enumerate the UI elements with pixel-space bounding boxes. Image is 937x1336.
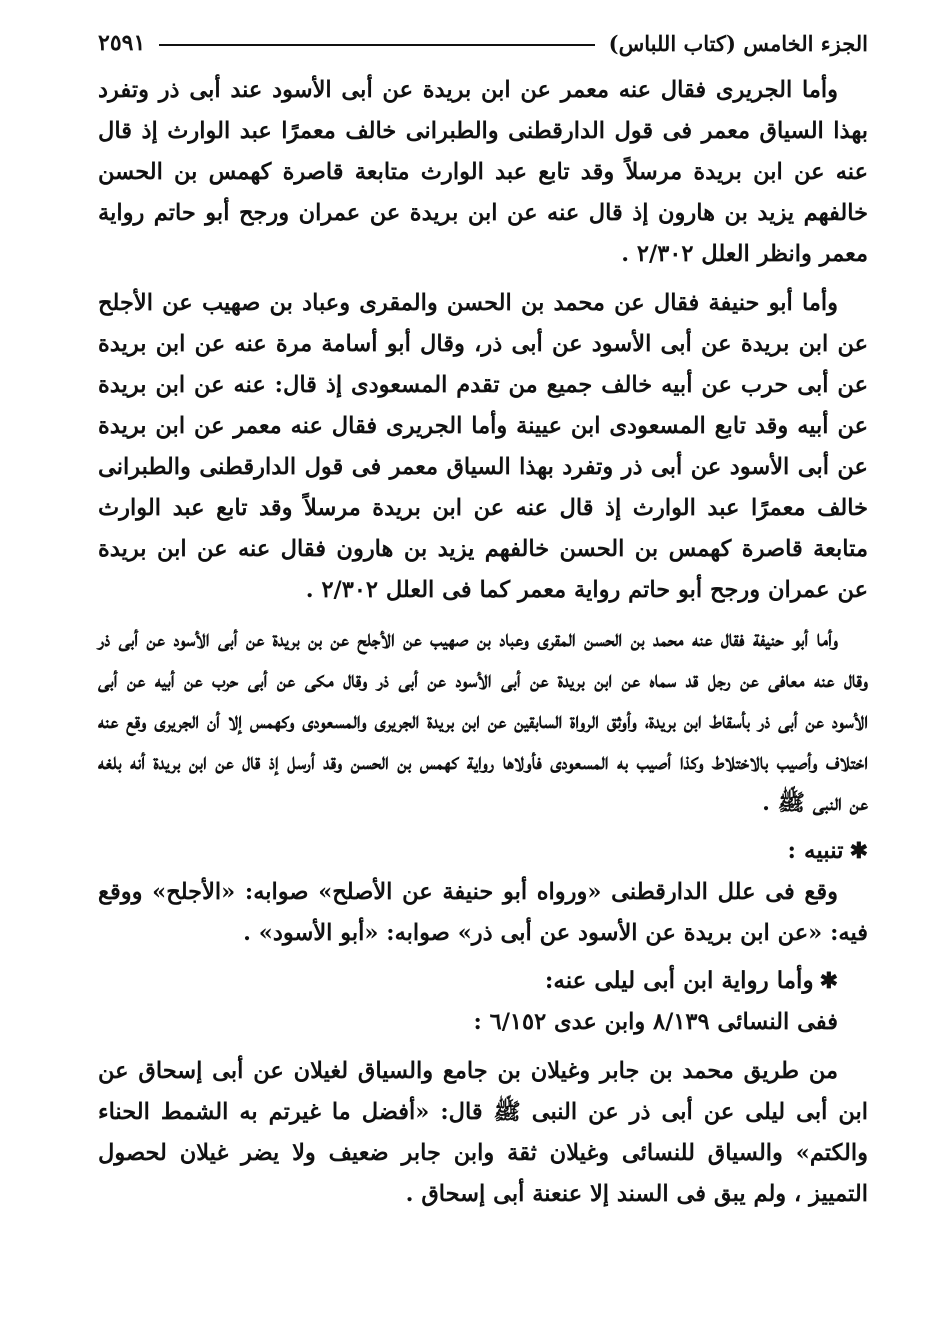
star-icon: ✱ [819, 968, 838, 994]
hadith-quote: «أفضل ما غيرتم به الشمط الحناء والكتم» [98, 1099, 868, 1166]
section-heading-text: وأما رواية ابن أبى ليلى عنه: [544, 967, 814, 994]
notice-heading-text: تنبيه : [787, 837, 844, 864]
notice-heading [98, 830, 868, 872]
running-title: الجزء الخامس (كتاب اللباس) [608, 30, 868, 56]
section-text-before: من طريق محمد بن جابر وغيلان بن جامع والسياق لغيلان عن أبى إسحاق عن ابن أبى ليلى عن أبى ذر عن النبى ﷺ قال: [98, 1058, 868, 1125]
paragraph-jariri: وأما الجريرى فقال عنه معمر عن ابن بريدة عن أبى الأسود عند أبى ذر وتفرد بهذا السياق معمر فى قول الدارقطنى والطبرانى خالف معمرًا عبد الوارث إذ قال عنه عن ابن بريدة مرسلاً وقد تابع عبد الوارث متابعة قاصرة كهمس بن الحسن خالفهم يزيد بن هارون إذ قال عنه عن ابن بريدة عن عمران ورجح أبو حاتم رواية معمر وانظر العلل ٢/٣٠٢ . [98, 77, 868, 267]
notice-paragraph: وقع فى علل الدارقطنى «ورواه أبو حنيفة عن الأصلح» صوابه: «الأجلح» ووقع فيه: «عن ابن بريدة عن الأسود عن أبى ذر» صوابه: «أبو الأسود» . [98, 879, 868, 946]
book-page [98, 26, 868, 1316]
paragraph-abu-hanifa-1: وأما أبو حنيفة فقال عن محمد بن الحسن والمقرى وعباد بن صهيب عن الأجلح عن ابن بريدة عن أبى الأسود عن أبى ذر، وقال أبو أسامة مرة عنه عن ابن بريدة عن أبى حرب عن أبيه خالف جميع من تقدم المسعودى إذ قال: عنه عن ابن بريدة عن أبيه وقد تابع المسعودى ابن عيينة وأما الجريرى فقال عنه معمر عن ابن بريدة عن أبى الأسود عن أبى ذر وتفرد بهذا السياق معمر فى قول الدارقطنى والطبرانى خالف معمرًا عبد الوارث إذ قال عنه عن ابن بريدة مرسلاً وقد تابع عبد الوارث متابعة قاصرة كهمس بن الحسن خالفهم يزيد بن هارون فقال عنه عن ابن بريدة عن عمران ورجح أبو حاتم رواية معمر كما فى العلل ٢/٣٠٢ . [98, 290, 868, 603]
page-number: ٢٥٩١ [98, 30, 146, 56]
section-text-after: والسياق للنسائى وغيلان ثقة وابن جابر ضعيف ولا يضر غيلان لحصول التمييز ، ولم يبق فى السند إلا عنعنة أبى إسحاق . [98, 1140, 868, 1207]
star-icon: ✱ [849, 838, 868, 864]
page-header [98, 26, 868, 60]
paragraph-abu-hanifa-2: وأما أبو حنيفة فقال عنه محمد بن الحسن المقرى وعباد بن صهيب عن الأجلح عن بن بريدة عن أبى الأسود عن أبى ذر وقال عنه معافى عن رجل قد سماه عن ابن بريدة عن أبى الأسود عن أبى ذر وقال مكى عن أبى حرب عن أبيه عن أبى الأسود عن أبى ذر بأسقاط ابن بريدة، وأوثق الرواة السابقين عن ابن بريدة الجريرى والمسعودى وكهمس إلا أن الجريرى وقع عنه اختلاف وأصيب بالاختلاط وكذا أصيب به المسعودى فأولاها رواية كهمس بن الحسن وقد أرسل إذ قال عن ابن بريدة أنه بلغه عن النبى ﷺ . [98, 626, 868, 816]
section-paragraph [98, 1051, 868, 1215]
section-subheading: ففى النسائى ٨/١٣٩ وابن عدى ٦/١٥٢ : [473, 1009, 838, 1035]
page-body [98, 70, 868, 1215]
section-heading [98, 960, 838, 1002]
header-rule [159, 44, 594, 46]
